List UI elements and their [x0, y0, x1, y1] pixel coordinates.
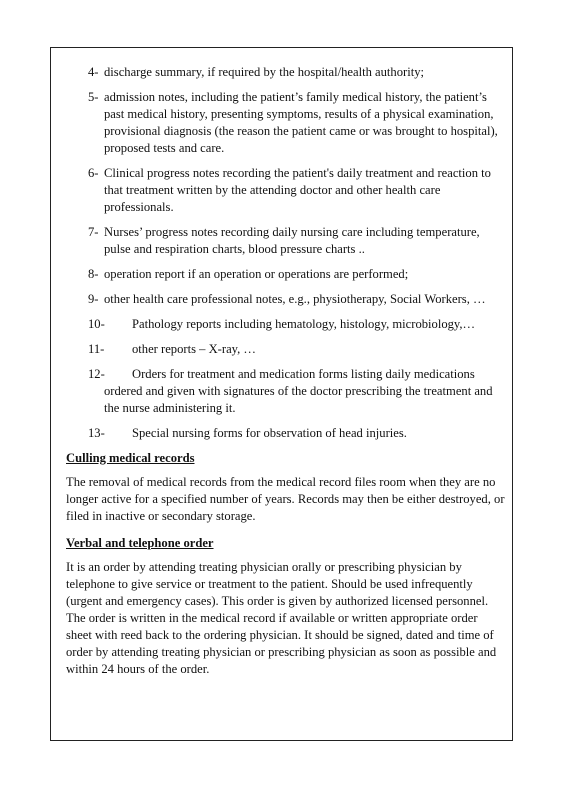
list-item	[66, 224, 506, 258]
list-item	[66, 341, 506, 358]
list-text: other reports – X-ray, …	[132, 342, 257, 356]
list-text: Orders for treatment and medication forms listing daily medications ordered and given with signatures of the doctor prescribing the treatment and the nurse administering it.	[104, 367, 493, 415]
list-text: operation report if an operation or operations are performed;	[104, 267, 409, 281]
list-number: 12-	[88, 367, 105, 381]
section-heading: Culling medical records	[66, 451, 195, 465]
list-text: other health care professional notes, e.g., physiotherapy, Social Workers, …	[104, 292, 486, 306]
list-number: 7-	[88, 225, 99, 239]
list-text: discharge summary, if required by the hospital/health authority;	[104, 65, 425, 79]
list-number: 13-	[88, 426, 105, 440]
list-text: Clinical progress notes recording the patient's daily treatment and reaction to that treatment written by the attending doctor and other health care professionals.	[104, 166, 491, 214]
list-item	[66, 425, 506, 442]
list-item	[66, 316, 506, 333]
list-item	[66, 366, 506, 417]
list-number: 10-	[88, 317, 105, 331]
document-body	[66, 64, 506, 688]
list-number: 6-	[88, 166, 99, 180]
list-text: Nurses’ progress notes recording daily nursing care including temperature, pulse and respiration charts, blood pressure charts ..	[104, 225, 480, 256]
list-text: admission notes, including the patient’s family medical history, the patient’s past medical history, presenting symptoms, results of a physical examination, provisional diagnosis (the reason the patient came or was brought to hospital), proposed tests and care.	[104, 90, 498, 155]
list-text: Special nursing forms for observation of head injuries.	[132, 426, 407, 440]
list-item	[66, 165, 506, 216]
list-item	[66, 64, 506, 81]
section-paragraph: It is an order by attending treating physician orally or prescribing physician by telephone to give service or treatment to the patient. Should be used infrequently (urgent and emergency cases). This order is given by authorized licensed personnel. The order is written in the medical record if available or written appropriate order sheet with reed back to the ordering physician. It should be signed, dated and time of order by attending treating physician or prescribing physician as soon as possible and within 24 hours of the order.	[66, 560, 497, 676]
list-number: 11-	[88, 342, 105, 356]
list-text: Pathology reports including hematology, histology, microbiology,…	[132, 317, 476, 331]
list-number: 5-	[88, 90, 99, 104]
list-item	[66, 266, 506, 283]
list-item	[66, 291, 506, 308]
list-number: 8-	[88, 267, 99, 281]
list-number: 9-	[88, 292, 99, 306]
list-number: 4-	[88, 65, 99, 79]
section-paragraph: The removal of medical records from the medical record files room when they are no longer active for a specified number of years. Records may then be either destroyed, or filed in inactive or secondary storage.	[66, 475, 505, 523]
list-item	[66, 89, 506, 157]
section-heading: Verbal and telephone order	[66, 536, 214, 550]
